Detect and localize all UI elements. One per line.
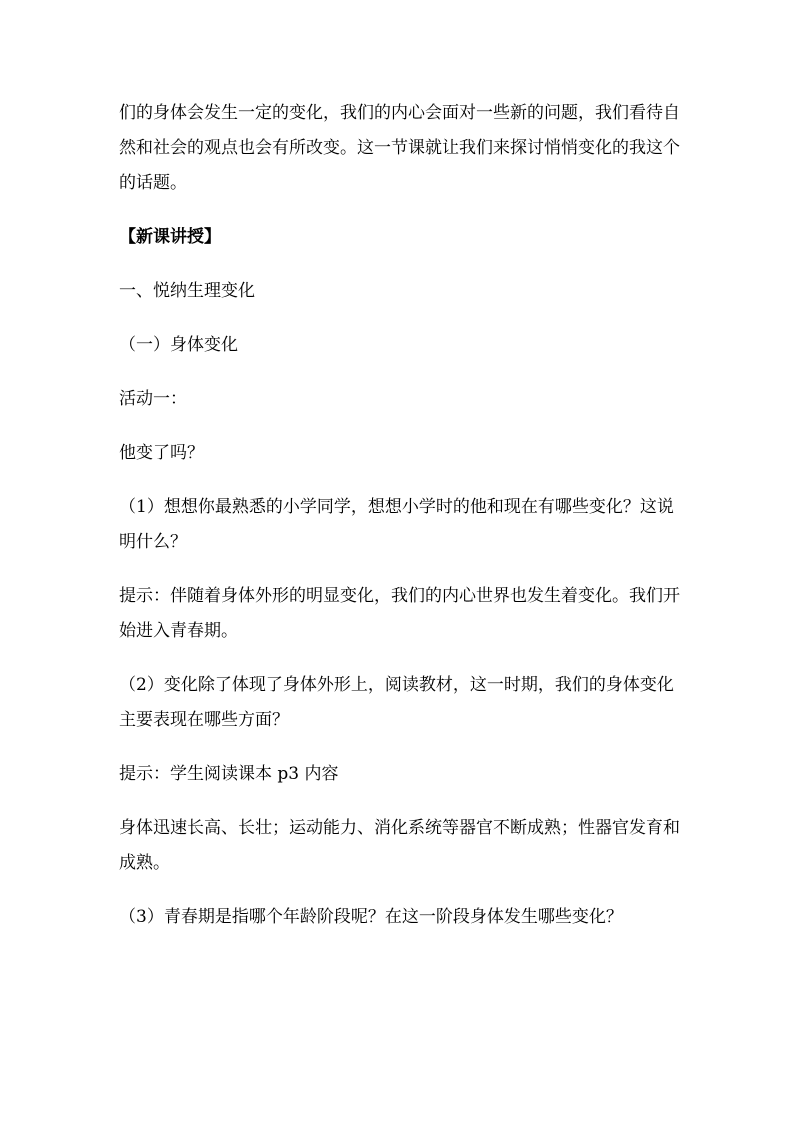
hint-two: 提示：学生阅读课本 p3 内容 <box>119 764 339 784</box>
question-three: （3）青春期是指哪个年龄阶段呢？在这一阶段身体发生哪些变化？ <box>119 907 623 927</box>
document-page <box>119 96 689 954</box>
hint-one: 提示：伴随着身体外形的明显变化，我们的内心世界也发生着变化。我们开始进入青春期。 <box>119 586 680 641</box>
intro-paragraph: 们的身体会发生一定的变化，我们的内心会面对一些新的问题，我们看待自然和社会的观点也会有所改变。这一节课就让我们来探讨悄悄变化的我这个的话题。 <box>119 103 680 193</box>
question-one: （1）想想你最熟悉的小学同学，想想小学时的他和现在有哪些变化？这说明什么？ <box>119 497 674 552</box>
part-one-heading: 一、悦纳生理变化 <box>119 281 255 301</box>
question-two: （2）变化除了体现了身体外形上，阅读教材，这一时期，我们的身体变化主要表现在哪些方面？ <box>119 675 674 730</box>
section-heading: 【新课讲授】 <box>119 227 221 247</box>
sub-one-heading: （一）身体变化 <box>119 335 238 355</box>
body-change-paragraph: 身体迅速长高、长壮；运动能力、消化系统等器官不断成熟；性器官发育和成熟。 <box>119 818 680 873</box>
question-title: 他变了吗？ <box>119 443 204 463</box>
activity-label: 活动一： <box>119 389 187 409</box>
